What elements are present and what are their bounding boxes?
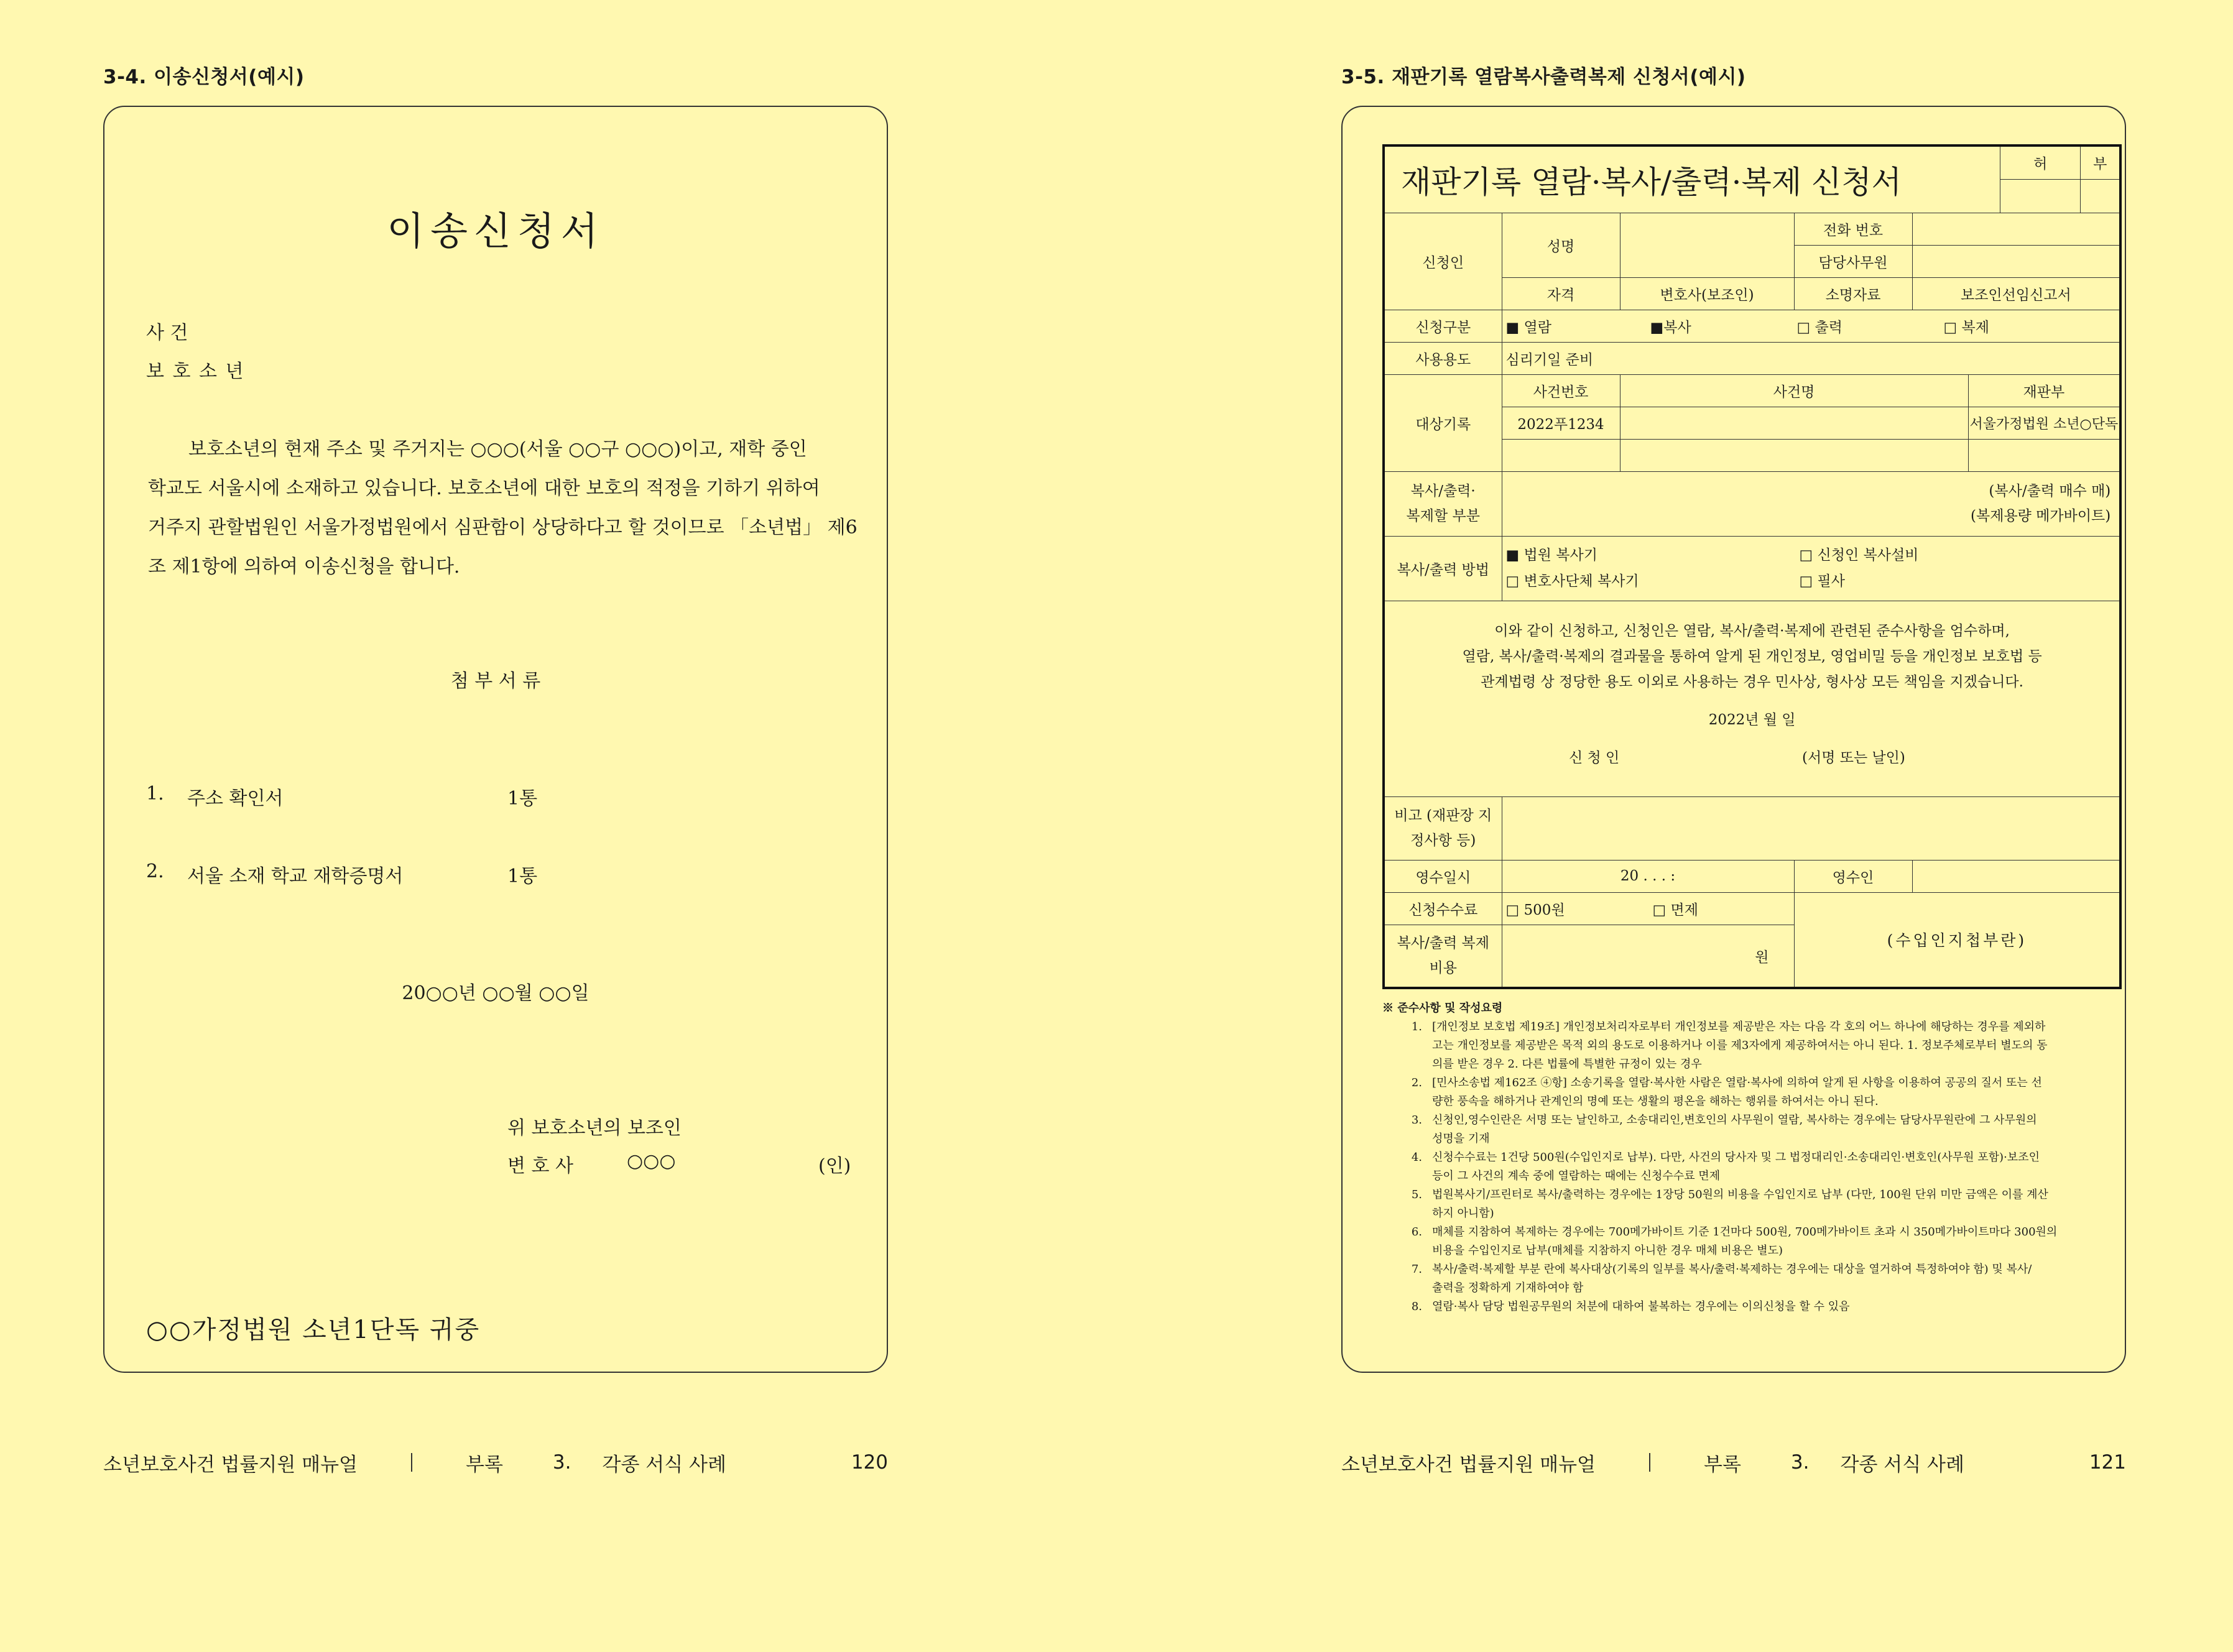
- qualification-label: 자격: [1502, 277, 1620, 310]
- footer-book-title: 소년보호사건 법률지원 매뉴얼: [1341, 1453, 1596, 1476]
- note-line: 비용을 수입인지로 납부(매체를 지참하지 아니한 경우 매체 비용은 별도): [1432, 1244, 1783, 1257]
- note-number: 5.: [1411, 1188, 1422, 1201]
- form-title: 재판기록 열람·복사/출력·복제 신청서: [1384, 145, 2000, 213]
- body-line-1: 보호소년의 현재 주소 및 주거지는 ○○○(서울 ○○구 ○○○)이고, 재학 중인: [188, 438, 807, 460]
- case-name-label: 사건명: [1620, 374, 1968, 407]
- case-label: 사 건: [146, 322, 188, 344]
- note-line: 량한 풍속을 해하거나 관계인의 명예 또는 생활의 평온을 해하는 행위를 하여서는 아니 된다.: [1432, 1095, 1879, 1108]
- note-text: [1432, 1186, 2048, 1223]
- case-name-field[interactable]: [1620, 407, 1968, 439]
- note-line: 하지 아니함): [1432, 1207, 1494, 1220]
- method-court-copier[interactable]: ■ 법원 복사기: [1505, 547, 1597, 563]
- staff-field[interactable]: [1912, 245, 2120, 277]
- court-addressee: ○○가정법원 소년1단독 귀중: [146, 1316, 481, 1344]
- attachment-2-count: 1통: [507, 865, 538, 887]
- note-item: [1382, 1298, 2085, 1316]
- target-label: 대상기록: [1384, 374, 1502, 471]
- sign-note[interactable]: (서명 또는 날인): [1802, 749, 1905, 766]
- category-options: [1502, 310, 2120, 342]
- note-number: 2.: [1411, 1076, 1422, 1089]
- notes-title: ※ 준수사항 및 작성요령: [1382, 1002, 1503, 1015]
- court-div-label: 재판부: [1968, 374, 2120, 407]
- fee-label: 신청수수료: [1384, 892, 1502, 925]
- transfer-application-form: [103, 106, 888, 1373]
- receipt-date-label: 영수일시: [1384, 860, 1502, 892]
- method-own-equipment[interactable]: □ 신청인 복사설비: [1799, 547, 1919, 563]
- remark-field[interactable]: [1502, 796, 2120, 860]
- copy-part-field[interactable]: [1502, 471, 2120, 536]
- note-line: 출력을 정확하게 기재하여야 함: [1432, 1281, 1584, 1294]
- pledge-date: 2022년 월 일: [1708, 711, 1796, 728]
- signer-name: ○○○: [627, 1150, 676, 1172]
- approve-yes-label: 허: [2000, 145, 2081, 179]
- stamp-area: (수입인지첩부란): [1794, 892, 2120, 988]
- method-label: 복사/출력 방법: [1384, 536, 1502, 601]
- left-footer: [103, 1449, 888, 1476]
- right-page-heading: 3-5. 재판기록 열람복사출력복제 신청서(예시): [1341, 66, 1746, 88]
- method-options: [1502, 536, 2120, 601]
- note-text: [1432, 1018, 2048, 1074]
- application-table: [1382, 144, 2122, 989]
- phone-field[interactable]: [1912, 213, 2120, 245]
- proof-label: 소명자료: [1794, 277, 1912, 310]
- court-div-value: 서울가정법원 소년○단독: [1968, 407, 2120, 439]
- body-line-2: 학교도 서울시에 소재하고 있습니다. 보호소년에 대한 보호의 적정을 기하기 위하여: [148, 478, 820, 499]
- note-line: [민사소송법 제162조 ④항] 소송기록을 열람·복사한 사람은 열람·복사에 의하여 알게 된 사항을 이용하여 공공의 질서 또는 선: [1432, 1076, 2042, 1089]
- body-line-4: 조 제1항에 의하여 이송신청을 합니다.: [148, 556, 460, 578]
- method-handwrite[interactable]: □ 필사: [1799, 573, 1845, 589]
- note-number: 8.: [1411, 1300, 1422, 1313]
- attachments-title: 첨 부 서 류: [450, 670, 541, 692]
- note-item: [1382, 1186, 2085, 1223]
- attachment-2-num: 2.: [146, 861, 164, 882]
- seal-mark: (인): [818, 1155, 851, 1177]
- note-line: 신청인,영수인란은 서명 또는 날인하고, 소송대리인,변호인의 사무원이 열람, 복사하는 경우에는 담당사무원란에 그 사무원의: [1432, 1114, 2037, 1127]
- copy-count: (복사/출력 매수 매): [1989, 483, 2111, 499]
- note-item: [1382, 1111, 2085, 1148]
- receiver-field[interactable]: [1912, 860, 2120, 892]
- note-item: [1382, 1018, 2085, 1074]
- footer-book-title: 소년보호사건 법률지원 매뉴얼: [103, 1453, 358, 1476]
- approve-no-box[interactable]: [2081, 179, 2121, 213]
- option-copy[interactable]: ■복사: [1650, 319, 1691, 336]
- category-label: 신청구분: [1384, 310, 1502, 342]
- fee-500[interactable]: □ 500원: [1505, 902, 1565, 918]
- staff-label: 담당사무원: [1794, 245, 1912, 277]
- signer-title: 위 보호소년의 보조인: [507, 1117, 682, 1139]
- right-footer: [1341, 1449, 2126, 1476]
- note-line: 열람·복사 담당 법원공무원의 처분에 대하여 불복하는 경우에는 이의신청을 할 수 있음: [1432, 1300, 1850, 1313]
- note-text: [1432, 1260, 2032, 1298]
- cost-label: 복사/출력 복제 비용: [1384, 925, 1502, 988]
- note-item: [1382, 1223, 2085, 1260]
- juvenile-label: 보 호 소 년: [146, 361, 245, 382]
- attachment-1-count: 1통: [507, 788, 538, 810]
- footer-chapter-num: 3.: [1790, 1451, 1810, 1474]
- option-print[interactable]: □ 출력: [1796, 319, 1842, 336]
- note-text: [1432, 1298, 1850, 1316]
- note-text: [1432, 1223, 2057, 1260]
- cost-unit: 원: [1755, 949, 1769, 966]
- note-line: 의를 받은 경우 2. 다른 법률에 특별한 규정이 있는 경우: [1432, 1058, 1702, 1071]
- proof-value: 보조인선임신고서: [1912, 277, 2120, 310]
- note-line: 법원복사기/프린터로 복사/출력하는 경우에는 1장당 50원의 비용을 수입인지로 납부 (다만, 100원 단위 미만 금액은 이를 계산: [1432, 1188, 2048, 1201]
- case-no-value: 2022푸1234: [1502, 407, 1620, 439]
- note-line: 성명을 기재: [1432, 1132, 1490, 1145]
- attachment-2-name: 서울 소재 학교 재학증명서: [187, 865, 404, 887]
- note-number: 4.: [1411, 1151, 1422, 1164]
- court-div-field-2[interactable]: [1968, 439, 2120, 471]
- qualification-value: 변호사(보조인): [1620, 277, 1794, 310]
- phone-label: 전화 번호: [1794, 213, 1912, 245]
- receiver-label: 영수인: [1794, 860, 1912, 892]
- case-no-field-2[interactable]: [1502, 439, 1620, 471]
- note-number: 6.: [1411, 1225, 1422, 1239]
- pledge-line-2: 열람, 복사/출력·복제의 결과물을 통하여 알게 된 개인정보, 영업비밀 등을 개인정보 보호법 등: [1462, 648, 2042, 665]
- case-name-field-2[interactable]: [1620, 439, 1968, 471]
- fee-options: [1502, 892, 1794, 925]
- cost-field[interactable]: [1502, 925, 1794, 988]
- attachment-1-name: 주소 확인서: [187, 788, 284, 810]
- note-number: 7.: [1411, 1263, 1422, 1276]
- option-duplicate[interactable]: □ 복제: [1943, 319, 1989, 336]
- page-number-left: 120: [851, 1451, 888, 1474]
- note-line: 고는 개인정보를 제공받은 목적 외의 용도로 이용하거나 이를 제3자에게 제공하여서는 아니 된다. 1. 정보주체로부터 별도의 동: [1432, 1039, 2048, 1052]
- method-bar-copier[interactable]: □ 변호사단체 복사기: [1505, 573, 1639, 589]
- footer-chapter-title: 각종 서식 사례: [602, 1453, 726, 1476]
- name-field[interactable]: [1620, 213, 1794, 277]
- pledge-section: [1384, 601, 2120, 796]
- receipt-date-value[interactable]: 20 . . . :: [1502, 860, 1794, 892]
- usage-value: 심리기일 준비: [1502, 342, 2120, 374]
- footer-section: 부록: [466, 1453, 503, 1476]
- pledge-line-1: 이와 같이 신청하고, 신청인은 열람, 복사/출력·복제에 관련된 준수사항을 엄수하며,: [1494, 622, 2010, 639]
- fee-exempt[interactable]: □ 면제: [1652, 902, 1698, 918]
- notes-section: [1382, 999, 2085, 1316]
- left-page-heading: 3-4. 이송신청서(예시): [103, 66, 305, 88]
- note-line: [개인정보 보호법 제19조] 개인정보처리자로부터 개인정보를 제공받은 자는 다음 각 호의 어느 하나에 해당하는 경우를 제외하: [1432, 1020, 2046, 1033]
- note-line: 등이 그 사건의 계속 중에 열람하는 때에는 신청수수료 면제: [1432, 1170, 1721, 1183]
- applicant-label: 신청인: [1384, 213, 1502, 310]
- note-text: [1432, 1111, 2037, 1148]
- pledge-line-3: 관계법령 상 정당한 용도 이외로 사용하는 경우 민사상, 형사상 모든 책임을 지겠습니다.: [1481, 673, 2023, 690]
- footer-chapter-title: 각종 서식 사례: [1840, 1453, 1964, 1476]
- usage-label: 사용용도: [1384, 342, 1502, 374]
- note-item: [1382, 1074, 2085, 1111]
- case-no-label: 사건번호: [1502, 374, 1620, 407]
- footer-chapter-num: 3.: [552, 1451, 571, 1474]
- note-text: [1432, 1074, 2042, 1111]
- footer-separator: [411, 1453, 412, 1472]
- approve-no-label: 부: [2081, 145, 2121, 179]
- note-line: 복사/출력·복제할 부분 란에 복사대상(기록의 일부를 복사/출력·복제하는 경우에는 대상을 열거하여 특정하여야 함) 및 복사/: [1432, 1263, 2032, 1276]
- note-item: [1382, 1148, 2085, 1186]
- applicant-sign-label: 신 청 인: [1569, 749, 1620, 766]
- attachment-1-num: 1.: [146, 783, 164, 805]
- application-date: 20○○년 ○○월 ○○일: [402, 982, 589, 1004]
- note-line: 신청수수료는 1건당 500원(수입인지로 납부). 다만, 사건의 당사자 및 그 법정대리인·소송대리인·변호인(사무원 포함)·보조인: [1432, 1151, 2040, 1164]
- note-number: 3.: [1411, 1114, 1422, 1127]
- signer-role: 변 호 사: [507, 1155, 574, 1177]
- page-number-right: 121: [2089, 1451, 2126, 1474]
- note-line: 매체를 지참하여 복제하는 경우에는 700메가바이트 기준 1건마다 500원, 700메가바이트 초과 시 350메가바이트마다 300원의: [1432, 1225, 2058, 1239]
- copy-part-label: 복사/출력· 복제할 부분: [1384, 471, 1502, 536]
- name-label: 성명: [1502, 213, 1620, 277]
- approve-yes-box[interactable]: [2000, 179, 2081, 213]
- footer-separator: [1649, 1453, 1650, 1472]
- note-item: [1382, 1260, 2085, 1298]
- note-number: 1.: [1411, 1020, 1422, 1033]
- note-text: [1432, 1148, 2040, 1186]
- form-title: 이송신청서: [387, 208, 604, 254]
- record-access-application-form: [1341, 106, 2126, 1373]
- body-line-3: 거주지 관할법원인 서울가정법원에서 심판함이 상당하다고 할 것이므로 「소년법」 제6: [148, 517, 858, 538]
- option-view[interactable]: ■ 열람: [1505, 319, 1551, 336]
- remark-label: 비고 (재판장 지 정사항 등): [1384, 796, 1502, 860]
- copy-size: (복제용량 메가바이트): [1971, 508, 2111, 524]
- footer-section: 부록: [1704, 1453, 1741, 1476]
